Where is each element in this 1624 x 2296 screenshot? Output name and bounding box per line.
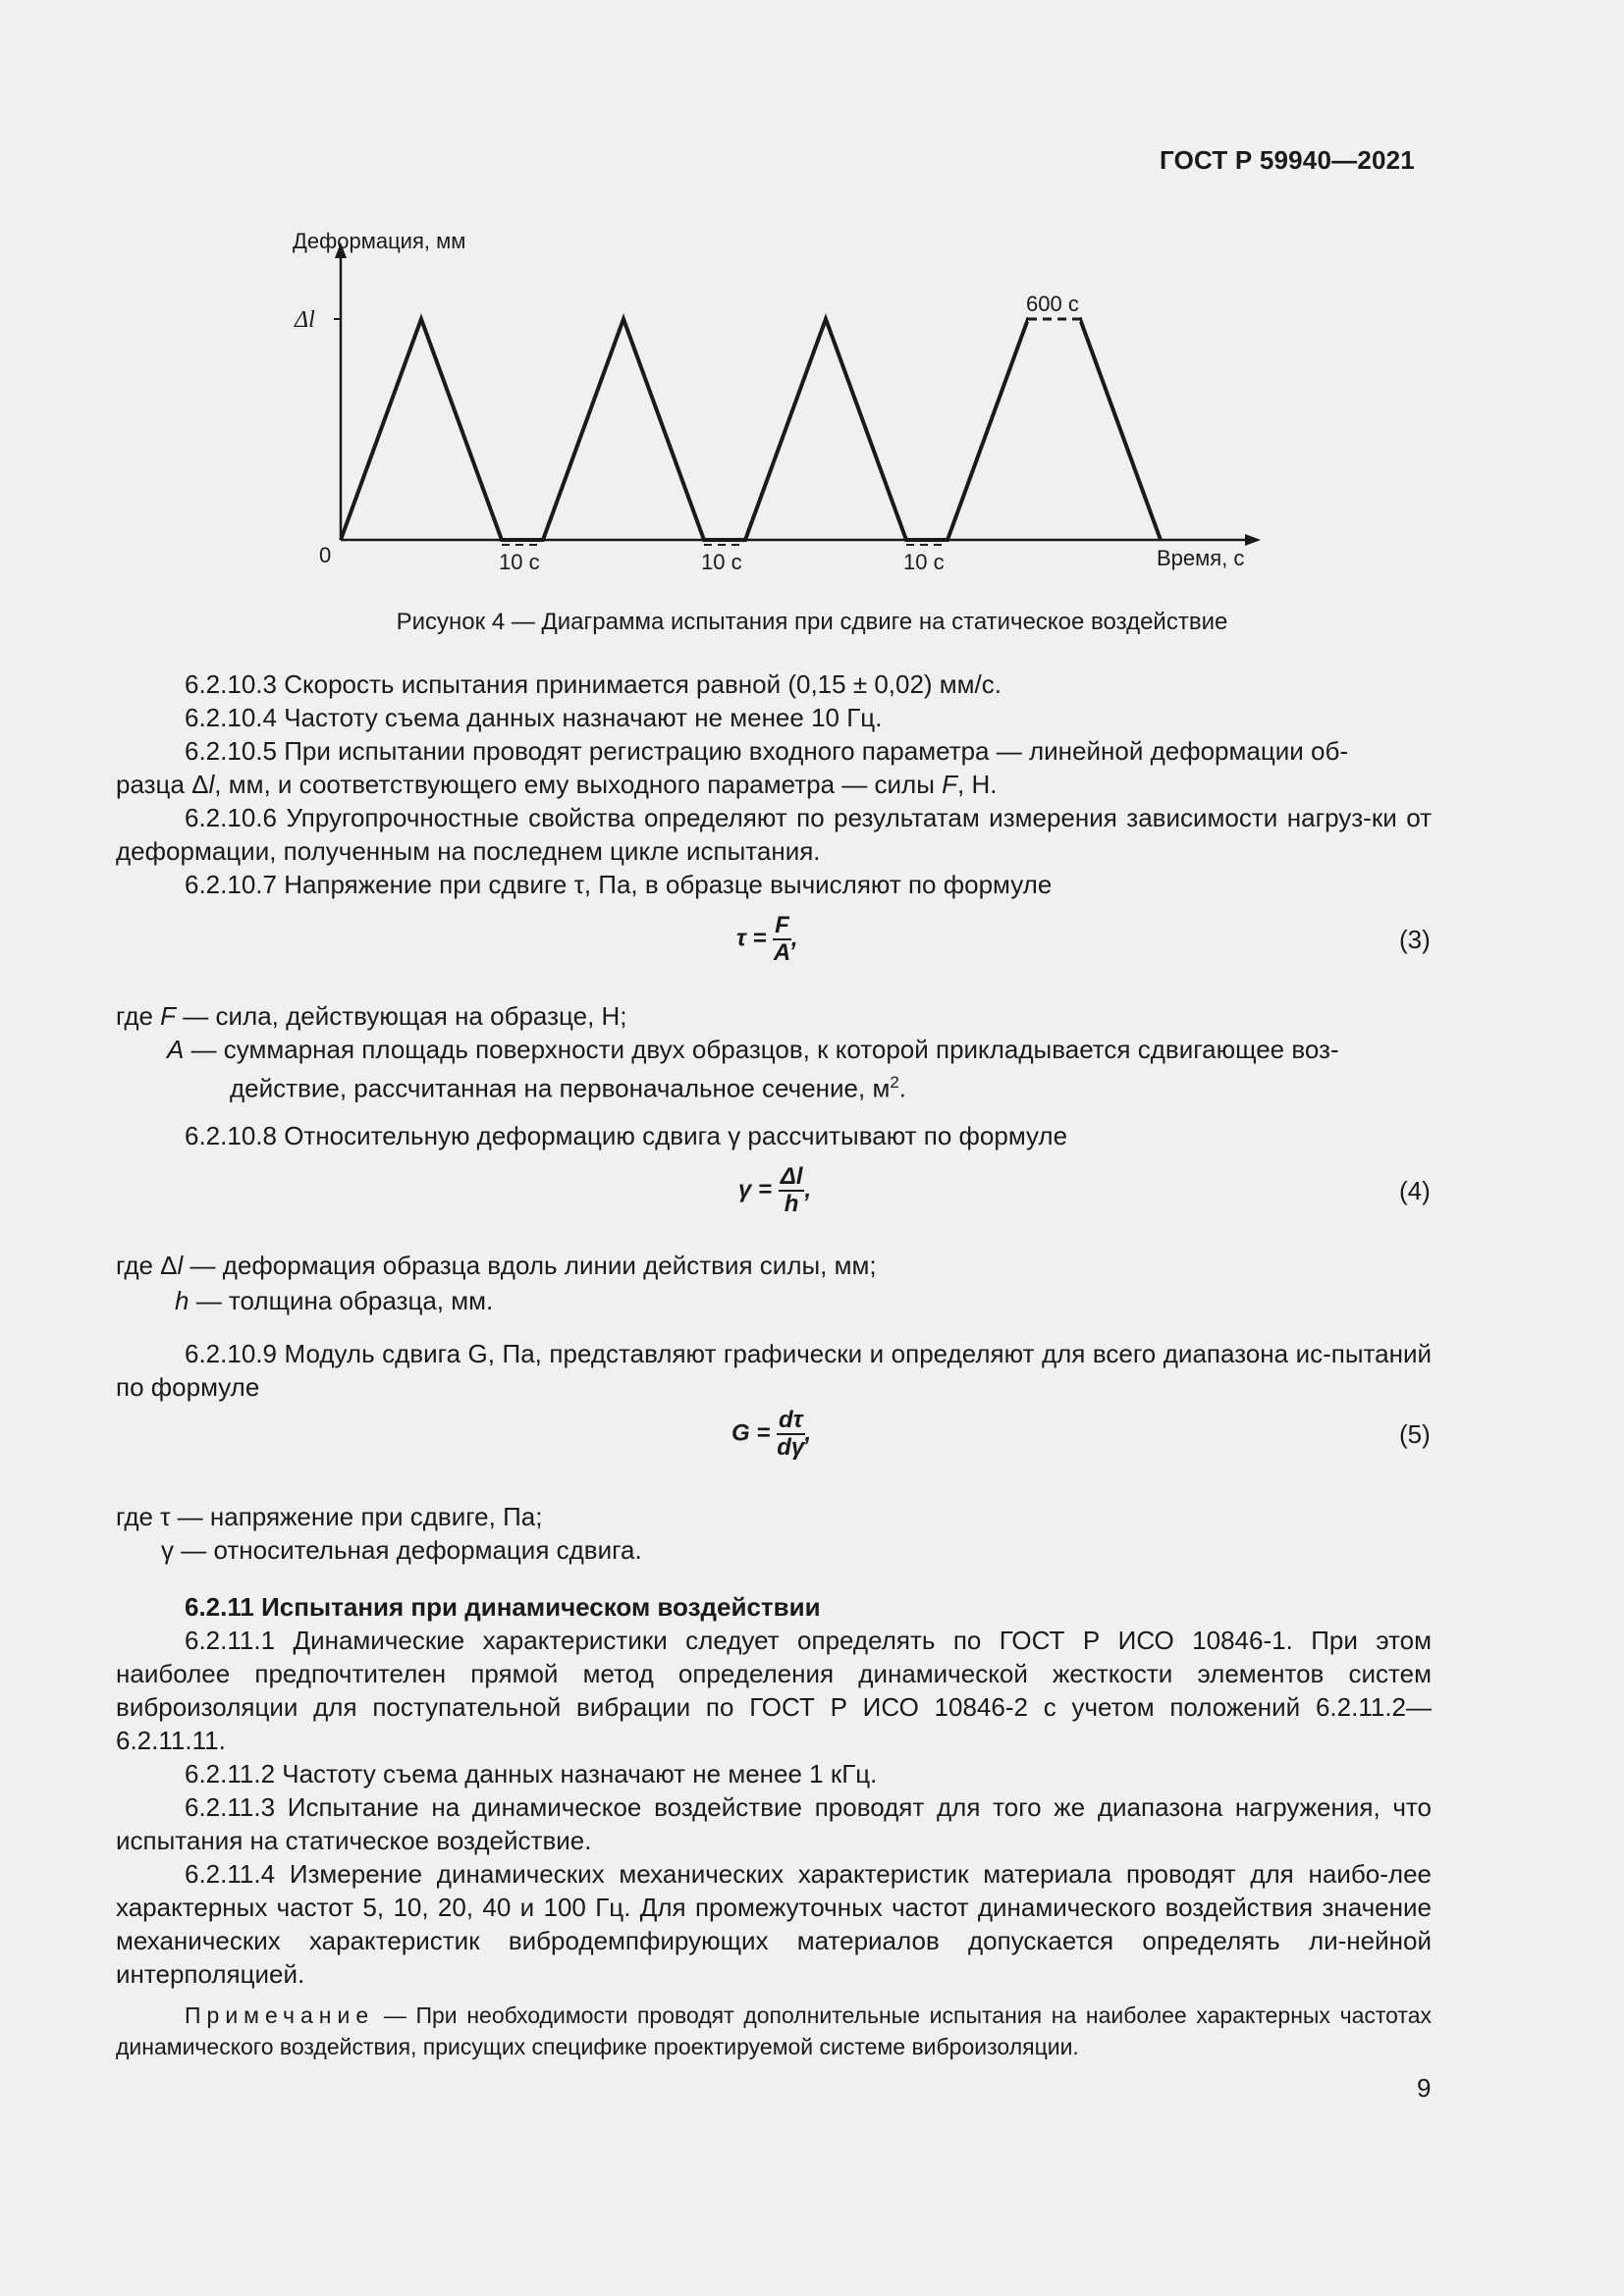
paragraph-6-2-10-3: 6.2.10.3 Скорость испытания принимается равной (0,15 ± 0,02) мм/с. [185,669,1001,699]
paragraph-6-2-11-2: 6.2.11.2 Частоту съема данных назначают не менее 1 кГц. [185,1759,878,1789]
note: Примечание — При необходимости проводят дополнительные испытания на наиболее характерных частотах динамического воздействия, присущих специфике проектируемой системе виброизоляции. [116,2002,1432,2059]
equation-number-3: (3) [1399,925,1431,954]
figure-4-diagram [275,221,1276,594]
pause-label-2: 10 с [701,550,742,574]
where-h: h — толщина образца, мм. [175,1286,494,1315]
paragraph-6-2-10-9: 6.2.10.9 Модуль сдвига G, Па, представляют графически и определяют для всего диапазона ис-пытаний по формуле [116,1339,1432,1402]
paragraph-6-2-10-5-line1: 6.2.10.5 При испытании проводят регистрацию входного параметра — линейной деформации об- [185,736,1349,766]
paragraph-6-2-11-4: 6.2.11.4 Измерение динамических механических характеристик материала проводят для наибо-лее характерных частот 5, 10, 20, 40 и 100 Гц. Для промежуточных частот динамического воздействия значение механических характеристик вибродемпфирующих материалов допускается определять ли-нейной интерполяцией. [116,1859,1432,1989]
deformation-signal [341,319,1161,540]
paragraph-6-2-10-5-line2: разца Δl, мм, и соответствующего ему выходного параметра — силы F, Н. [116,770,998,799]
paragraph-6-2-10-6: 6.2.10.6 Упругопрочностные свойства определяют по результатам измерения зависимости нагруз-ки от деформации, полученным на последнем цикле испытания. [116,803,1432,866]
x-axis-arrow [1245,534,1261,546]
pause-label-3: 10 с [903,550,945,574]
section-6-2-11-heading: 6.2.11 Испытания при динамическом воздействии [185,1592,821,1622]
y-level-label: Δl [295,307,315,333]
origin-label: 0 [319,543,332,567]
where-A-continued: действие, рассчитанная на первоначальное сечение, $м^2$. [230,1073,907,1103]
paragraph-6-2-11-3: 6.2.11.3 Испытание на динамическое воздействие проводят для того же диапазона нагружения, что испытания на статическое воздействие. [116,1792,1432,1855]
paragraph-6-2-10-8: 6.2.10.8 Относительную деформацию сдвига γ рассчитывают по формуле [185,1121,1068,1150]
figure-caption: Рисунок 4 — Диаграмма испытания при сдвиге на статическое воздействие [396,609,1228,635]
where-tau: где τ — напряжение при сдвиге, Па; [116,1502,543,1531]
pause-label-1: 10 с [499,550,540,574]
equation-number-4: (4) [1399,1176,1431,1205]
y-axis-label: Деформация, мм [293,229,466,253]
paragraph-6-2-11-1: 6.2.11.1 Динамические характеристики следует определять по ГОСТ Р ИСО 10846-1. При этом наиболее предпочтителен прямой метод определения динамической жесткости элементов систем виброизоляции для поступательной вибрации по ГОСТ Р ИСО 10846-2 с учетом положений 6.2.11.2— 6.2.11.11. [116,1626,1432,1755]
page-number: 9 [1417,2073,1432,2103]
paragraph-6-2-10-4: 6.2.10.4 Частоту съема данных назначают не менее 10 Гц. [185,703,883,732]
hold-label: 600 с [1026,292,1079,316]
paragraph-6-2-10-7: 6.2.10.7 Напряжение при сдвиге τ, Па, в образце вычисляют по формуле [185,870,1053,899]
where-delta-l: где Δl — деформация образца вдоль линии действия силы, мм; [116,1251,877,1280]
formula-5: G = $\frac{d\tau}{d\gamma}$ , [731,1407,812,1461]
formula-3: τ = $\frac{F}{A}$ , [736,912,798,966]
standard-code: ГОСТ Р 59940—2021 [1160,145,1415,175]
x-axis-label: Время, с [1157,546,1245,570]
where-F: где F — сила, действующая на образце, Н; [116,1001,627,1031]
where-A: A — суммарная площадь поверхности двух образцов, к которой прикладывается сдвигающее воз- [167,1035,1339,1064]
formula-4: γ = $\frac{\Delta l}{h}$ , [738,1163,812,1217]
where-gamma: γ — относительная деформация сдвига. [161,1535,642,1565]
deformation-time-chart [275,221,1276,594]
equation-number-5: (5) [1399,1419,1431,1449]
